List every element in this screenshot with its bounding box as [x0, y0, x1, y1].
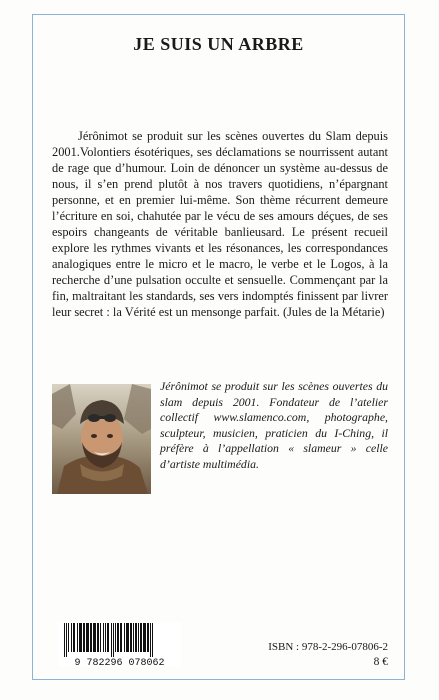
- barcode-bar: [120, 623, 122, 652]
- barcode-bar: [93, 623, 96, 652]
- barcode-bar: [130, 623, 132, 652]
- barcode-bar: [117, 623, 119, 652]
- barcode-bar: [107, 623, 109, 652]
- barcode-bar: [90, 623, 92, 652]
- price: 8 €: [373, 656, 388, 668]
- barcode-bar: [73, 623, 75, 652]
- barcode-bar: [105, 623, 106, 652]
- barcode-bar: [113, 623, 114, 657]
- book-title: JE SUIS UN ARBRE: [133, 34, 304, 54]
- barcode-bar: [83, 623, 85, 652]
- barcode-bar: [124, 623, 125, 652]
- barcode-bar: [100, 623, 101, 652]
- barcode-bar: [126, 623, 129, 652]
- barcode-bar: [152, 623, 153, 657]
- author-photo: [52, 384, 151, 494]
- barcode: [58, 622, 181, 667]
- barcode-bar: [133, 623, 134, 652]
- barcode-bar: [135, 623, 137, 652]
- barcode-bar: [147, 623, 149, 652]
- cover-frame: [32, 14, 405, 680]
- barcode-bar: [140, 623, 142, 652]
- barcode-bar: [97, 623, 99, 652]
- barcode-bar: [111, 623, 112, 657]
- barcode-bar: [115, 623, 116, 652]
- barcode-bar: [150, 623, 151, 657]
- barcode-bar: [68, 623, 69, 652]
- barcode-bar: [86, 623, 89, 652]
- barcode-bar: [79, 623, 82, 652]
- barcode-digits: 9 782296 078062: [74, 658, 165, 667]
- barcode-bar: [138, 623, 139, 652]
- author-bio: Jérônimot se produit sur les scènes ouvertes du slam depuis 2001. Fondateur de l’atelier collectif www.slamenco.com, photographe, sculpteur, musicien, praticien du I-Ching, il préfère à l’appellation « slameur » celle d’artiste multimédia.: [160, 379, 388, 471]
- barcode-bar: [71, 623, 72, 652]
- barcode-bar: [64, 623, 65, 657]
- barcode-bar: [66, 623, 67, 657]
- barcode-bar: [143, 623, 146, 652]
- book-blurb: Jérônimot se produit sur les scènes ouvertes du Slam depuis 2001.Volontiers ésotériques, ses déclamations se nourrissent autant de rage que d’humour. Loin de dénoncer un système au-dessus de nous, il s’en prend plutôt à nos travers quotidiens, n’épargnant personne, et en premier lui-même. Son thème récurrent demeure l’écriture en soi, chahutée par le vécu de ses amours déçues, de ses espoirs changeants de véritable banlieusard. Le présent recueil explore les rythmes vivants et les résonances, les correspondances analogiques entre le micro et le macro, le verbe et le Logos, à la recherche d’une pulsation occulte et sensuelle. Commençant par la fin, maltraitant les standards, ses vers indomptés finissent par livrer leur secret : la Vérité est un mensonge parfait. (Jules de la Métarie): [52, 129, 388, 319]
- barcode-bar: [77, 623, 78, 652]
- isbn: ISBN : 978-2-296-07806-2: [268, 641, 388, 653]
- barcode-bar: [103, 623, 104, 652]
